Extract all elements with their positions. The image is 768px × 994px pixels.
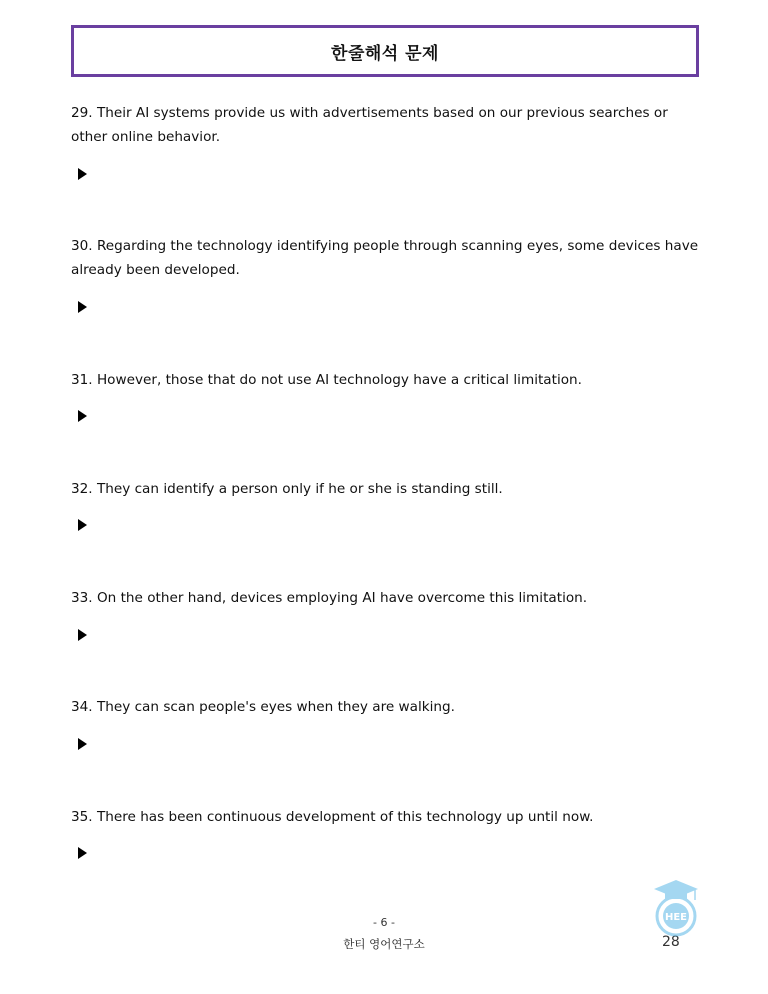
answer-arrow-icon [78, 301, 87, 313]
answer-arrow-icon [78, 629, 87, 641]
answer-arrow-icon [78, 738, 87, 750]
page-title: 한줄해석 문제 [331, 43, 439, 64]
page-number: 28 [662, 934, 680, 950]
question-32: 32. They can identify a person only if he or she is standing still. [71, 481, 503, 497]
question-30: 30. Regarding the technology identifying people through scanning eyes, some devices have already been developed. [71, 238, 699, 278]
answer-arrow-icon [78, 410, 87, 422]
question-35: 35. There has been continuous development of this technology up until now. [71, 809, 594, 825]
answer-arrow-icon [78, 168, 87, 180]
answer-arrow-icon [78, 847, 87, 859]
logo-text: HEE [664, 912, 688, 923]
footer-page-label: - 6 - [373, 916, 395, 929]
footer-org-name: 한티 영어연구소 [343, 937, 425, 951]
question-31: 31. However, those that do not use AI technology have a critical limitation. [71, 372, 582, 388]
question-33: 33. On the other hand, devices employing AI have overcome this limitation. [71, 590, 588, 606]
question-34: 34. They can scan people's eyes when they are walking. [71, 699, 455, 715]
question-29: 29. Their AI systems provide us with advertisements based on our previous searches or other online behavior. [71, 105, 668, 145]
answer-arrow-icon [78, 519, 87, 531]
title-box [71, 25, 699, 77]
hee-logo-icon [650, 878, 702, 938]
